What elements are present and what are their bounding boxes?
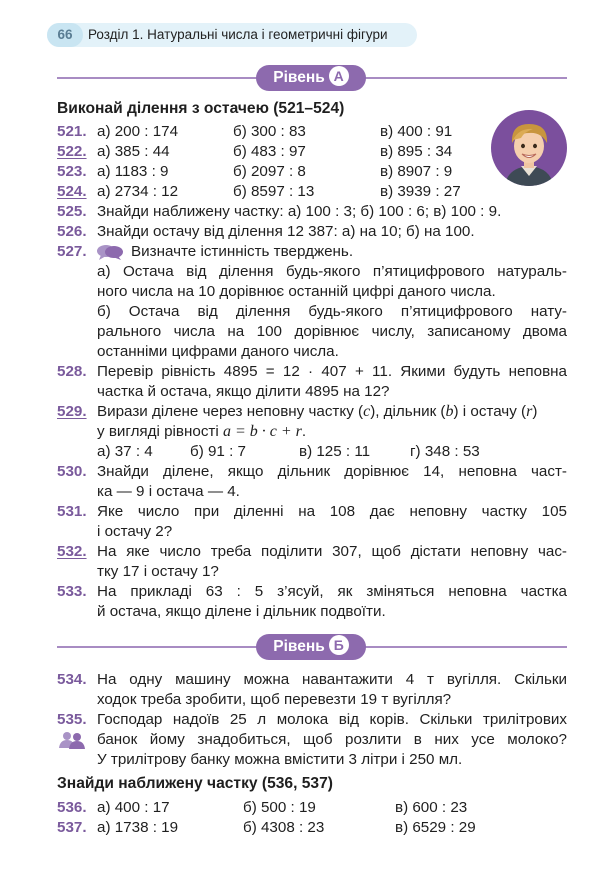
problem-number: 526.	[57, 223, 87, 240]
problem-item: в) 3939 : 27	[380, 183, 461, 200]
problem-text: ного числа на 10 дорівнює останній цифрі даного числа.	[97, 283, 496, 300]
problem-item: б) 8597 : 13	[233, 183, 315, 200]
problem-text: Перевір рівність 4895 = 12 · 407 + 11. Якими будуть неповна	[97, 363, 567, 380]
problem-number: 532.	[57, 543, 87, 560]
problem-item: а) 37 : 4	[97, 443, 153, 460]
variable-c: c	[363, 403, 371, 420]
problem-number: 537.	[57, 819, 87, 836]
problem-item: б) 2097 : 8	[233, 163, 306, 180]
formula: a = b · c + r	[222, 423, 302, 440]
problem-text: Знайди остачу від ділення 12 387: а) на 10; б) на 100.	[97, 223, 475, 240]
problem-number: 527.	[57, 243, 87, 260]
level-letter: Б	[329, 635, 349, 655]
problem-number: 521.	[57, 123, 87, 140]
problem-item: а) 2734 : 12	[97, 183, 179, 200]
problem-text: На одну машину можна навантажити 4 т вугілля. Скільки	[97, 671, 567, 688]
section-heading: Знайди наближену частку (536, 537)	[57, 775, 333, 792]
problem-text: Господар надоїв 25 л молока від корів. Скільки трилітрових	[97, 711, 567, 728]
text-fragment: ) і остачу (	[453, 403, 527, 420]
level-badge-b	[256, 634, 366, 660]
problem-text: Знайди наближену частку: а) 100 : 3; б) 100 : 6; в) 100 : 9.	[97, 203, 502, 220]
discussion-icon	[96, 244, 124, 261]
problem-number: 531.	[57, 503, 87, 520]
problem-text: На прикладі 63 : 5 з’ясуй, як зміняться неповна частка	[97, 583, 567, 600]
problem-text: рального числа на 100 дорівнює числу, записаному двома	[97, 323, 567, 340]
problem-text: останніми цифрами даного числа.	[97, 343, 339, 360]
boy-avatar	[491, 110, 567, 186]
problem-number: 525.	[57, 203, 87, 220]
problem-item: в) 400 : 91	[380, 123, 453, 140]
problem-item: в) 895 : 34	[380, 143, 453, 160]
problem-text: На яке число треба поділити 307, щоб дістати неповну час-	[97, 543, 567, 560]
level-label: Рівень	[273, 638, 325, 655]
problem-text	[97, 422, 306, 442]
problem-item: б) 300 : 83	[233, 123, 306, 140]
problem-item: в) 6529 : 29	[395, 819, 476, 836]
problem-item: г) 348 : 53	[410, 443, 480, 460]
page-number: 66	[47, 23, 83, 47]
problem-item: в) 8907 : 9	[380, 163, 453, 180]
problem-number: 536.	[57, 799, 87, 816]
level-letter: А	[329, 66, 349, 86]
problem-item: в) 125 : 11	[299, 443, 371, 460]
problem-text: ходок треба зробити, щоб перевезти 19 т вугілля?	[97, 691, 452, 708]
problem-text: й остача, якщо ділене і дільник подвоїти.	[97, 603, 386, 620]
problem-text: ка — 9 і остача — 4.	[97, 483, 240, 500]
text-fragment: ), дільник (	[370, 403, 446, 420]
problem-text: частка й остача, якщо ділити 4895 на 12?	[97, 383, 390, 400]
text-fragment: Вирази ділене через неповну частку (	[97, 403, 364, 420]
problem-number: 535.	[57, 711, 87, 728]
problem-text: Визначте істинність тверджень.	[131, 243, 354, 260]
problem-item: а) 200 : 174	[97, 123, 179, 140]
problem-item: а) 1738 : 19	[97, 819, 179, 836]
problem-number: 523.	[57, 163, 87, 180]
problem-item: б) 483 : 97	[233, 143, 306, 160]
problem-text: банок йому знадобиться, щоб розлити в них усе молоко?	[97, 731, 567, 748]
problem-text: Знайди ділене, якщо дільник дорівнює 14, неповна част-	[97, 463, 567, 480]
problem-number: 533.	[57, 583, 87, 600]
problem-number: 529.	[57, 403, 87, 420]
problem-number: 530.	[57, 463, 87, 480]
problem-text: тку 17 і остачу 1?	[97, 563, 219, 580]
level-label: Рівень	[273, 69, 325, 86]
problem-text: У трилітрову банку можна вмістити 3 літри і 250 мл.	[97, 751, 463, 768]
section-title: Розділ 1. Натуральні числа і геометричні фігури	[88, 27, 388, 42]
problem-item: а) 1183 : 9	[97, 163, 169, 180]
problem-text: б) Остача від ділення будь-якого п’ятицифрового нату-	[97, 303, 567, 320]
problem-item: в) 600 : 23	[395, 799, 468, 816]
problem-item: б) 4308 : 23	[243, 819, 325, 836]
text-fragment: )	[532, 403, 538, 420]
problem-number: 522.	[57, 143, 87, 160]
problem-text: а) Остача від ділення будь-якого п’ятицифрового натураль-	[97, 263, 567, 280]
group-work-icon	[57, 731, 87, 749]
problem-item: а) 400 : 17	[97, 799, 170, 816]
problem-text: Яке число при діленні на 108 дає неповну частку 105	[97, 503, 567, 520]
section-heading: Виконай ділення з остачею (521–524)	[57, 100, 345, 117]
text-fragment: у вигляді рівності	[97, 423, 223, 440]
variable-b: b	[445, 403, 454, 420]
text-fragment: .	[301, 423, 307, 440]
problem-item: а) 385 : 44	[97, 143, 170, 160]
problem-text: і остачу 2?	[97, 523, 173, 540]
problem-number: 534.	[57, 671, 87, 688]
variable-r: r	[526, 403, 533, 420]
problem-item: б) 91 : 7	[190, 443, 246, 460]
problem-text	[97, 402, 537, 422]
problem-item: б) 500 : 19	[243, 799, 316, 816]
problem-number: 524.	[57, 183, 87, 200]
problem-number: 528.	[57, 363, 87, 380]
level-badge-a	[256, 65, 366, 91]
